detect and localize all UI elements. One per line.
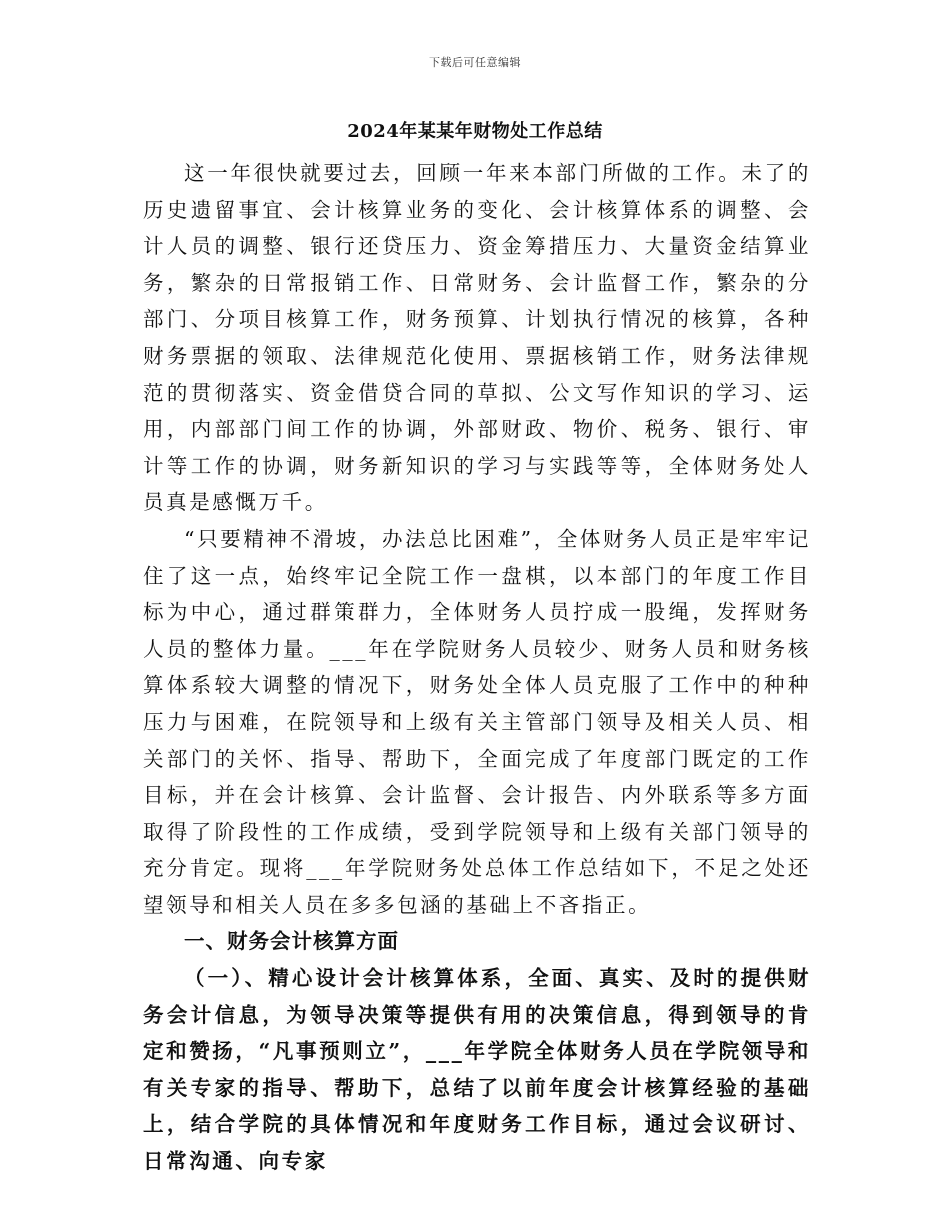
document-body [143, 155, 811, 1180]
section-heading: 一、财务会计核算方面 [184, 929, 399, 954]
paragraph-summary: “只要精神不滑坡，办法总比困难”，全体财务人员正是牢牢记住了这一点，始终牢记全院工作一盘棋，以本部门的年度工作目标为中心，通过群策群力，全体财务人员拧成一股绳，发挥财务人员的整体力量。___年在学院财务人员较少、财务人员和财务核算体系较大调整的情况下，财务处全体人员克服了工作中的种种压力与困难，在院领导和上级有关主管部门领导及相关人员、相关部门的关怀、指导、帮助下，全面完成了年度部门既定的工作目标，并在会计核算、会计监督、会计报告、内外联系等多方面取得了阶段性的工作成绩，受到学院领导和上级有关部门领导的充分肯定。现将___年学院财务处总体工作总结如下，不足之处还望领导和相关人员在多多包涵的基础上不吝指正。 [143, 526, 811, 917]
paragraph-intro: 这一年很快就要过去，回顾一年来本部门所做的工作。未了的历史遗留事宜、会计核算业务的变化、会计核算体系的调整、会计人员的调整、银行还贷压力、资金筹措压力、大量资金结算业务，繁杂的日常报销工作、日常财务、会计监督工作，繁杂的分部门、分项目核算工作，财务预算、计划执行情况的核算，各种财务票据的领取、法律规范化使用、票据核销工作，财务法律规范的贯彻落实、资金借贷合同的草拟、公文写作知识的学习、运用，内部部门间工作的协调，外部财政、物价、税务、银行、审计等工作的协调，财务新知识的学习与实践等等，全体财务处人员真是感慨万千。 [143, 161, 811, 515]
header-note: 下载后可任意编辑 [429, 56, 521, 69]
document-title: 2024年某某年财物处工作总结 [347, 121, 603, 142]
sub-paragraph: （一）、精心设计会计核算体系，全面、真实、及时的提供财务会计信息，为领导决策等提供有用的决策信息，得到领导的肯定和赞扬，“凡事预则立”，___年学院全体财务人员在学院领导和有关专家的指导、帮助下，总结了以前年度会计核算经验的基础上，结合学院的具体情况和年度财务工作目标，通过会议研讨、日常沟通、向专家 [143, 966, 811, 1174]
